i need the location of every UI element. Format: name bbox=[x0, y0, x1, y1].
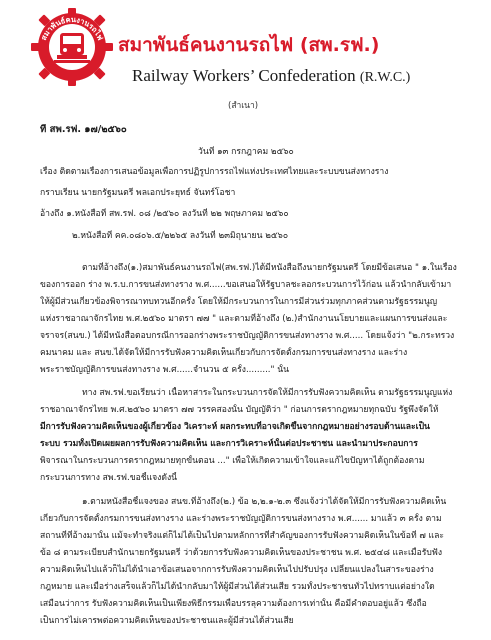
para3-line: เป็นการไม่เคารพต่อความคิดเห็นของประชาชนและผู้มีส่วนได้ส่วนเสีย bbox=[40, 616, 294, 626]
para3-line: เกี่ยวกับการจัดตั้งกรมการขนส่งทางราง และร่างพระราชบัญญัติการขนส่งทางราง พ.ศ...... มาแล้ว ๓ ครั้ง ตาม bbox=[40, 514, 442, 524]
ref-number: ที่ สพ.รฟ. ๑๗/๒๕๖๐ bbox=[40, 124, 127, 135]
reference-1: อ้างถึง ๑.หนังสือที่ สพ.รฟ. ๐๘ /๒๕๖๐ ลงวันที่ ๒๒ พฤษภาคม ๒๕๖๐ bbox=[40, 209, 289, 219]
org-name-en bbox=[132, 66, 410, 86]
para2-line: พิจารณาในกระบวนการตรากฎหมายทุกขั้นตอน ..." เพื่อให้เกิดความเข้าใจและแก้ไขปัญหาได้ถูกต้องตาม bbox=[40, 456, 425, 466]
svg-text:สมาพันธ์คนงานรถไฟ: สมาพันธ์คนงานรถไฟ bbox=[39, 14, 105, 42]
letter-date: วันที่ ๑๓ กรกฎาคม ๒๕๖๐ bbox=[198, 147, 294, 157]
para2-line: ราชอาณาจักรไทย พ.ศ.๒๕๖๐ มาตรา ๗๗ วรรคสองนั้น บัญญัติว่า " ก่อนการตรากฎหมายทุกฉบับ รัฐพึงจัดให้ bbox=[40, 405, 439, 415]
para1-line: คมนาคม และ สนข.ได้จัดให้มีการรับฟังความคิดเห็นเกี่ยวกับการจัดตั้งกรมการขนส่งทางราง และร่าง bbox=[40, 348, 408, 358]
para1-line: พระราชบัญญัติการขนส่งทางราง พ.ศ......จำนวน ๕ ครั้ง........." นั้น bbox=[40, 365, 289, 375]
salutation-line: กราบเรียน นายกรัฐมนตรี พลเอกประยุทธ์ จันทร์โอชา bbox=[40, 188, 236, 198]
para2-line: กระบวนการทาง สพ.รฟ.ขอชี้แจงดังนี้ bbox=[40, 473, 178, 483]
org-name-en-text: Railway Workers’ Confederation bbox=[132, 66, 356, 85]
para1-line: แห่งราชอาณาจักรไทย พ.ศ.๒๕๖๐ มาตรา ๗๗ " และตามที่อ้างถึง (๒.)สำนักงานนโยบายและแผนการขนส่งและ bbox=[40, 314, 448, 324]
org-abbrev-en: (R.W.C.) bbox=[359, 70, 411, 85]
para3-line: กฎหมาย และเมื่อร่างเสร็จแล้วก็ไม่ได้นำกลับมาให้ผู้มีส่วนได้ส่วนเสีย รวมทั้งประชาชนทั่วไปทราบแต่อย่างใด bbox=[40, 582, 435, 592]
para3-line: ๑.ตามหนังสือชี้แจงของ สนข.ที่อ้างถึง(๒.) ข้อ ๒,๒.๑-๒.๓ ซึ่งแจ้งว่าได้จัดให้มีการรับฟังความคิดเห็น bbox=[82, 497, 447, 507]
subject-line: เรื่อง ติดตามเรื่องการเสนอข้อมูลเพื่อการปฏิรูปการรถไฟแห่งประเทศไทยและระบบขนส่งทางราง bbox=[40, 167, 389, 177]
para3-line: สถานที่ที่อ้างมานั้น แม้จะทำจริงแต่ก็ไม่ได้เป็นไปตามหลักการที่สำคัญของการรับฟังความคิดเห็นในข้อที่ ๗ และ bbox=[40, 531, 444, 541]
para1-line: ตามที่อ้างถึง(๑.)สมาพันธ์คนงานรถไฟ(สพ.รฟ.)ได้มีหนังสือถึงนายกรัฐมนตรี โดยมีข้อเสนอ " ๑.ในเรื่อง bbox=[82, 263, 457, 273]
para1-line: ให้ผู้มีส่วนเกี่ยวข้องพิจารณาทบทวนอีกครั้ง โดยให้มีกระบวนการในการมีส่วนร่วมทุกภาคส่วนตามรัฐธรรมนูญ bbox=[40, 297, 438, 307]
copy-tag: (สำเนา) bbox=[228, 101, 259, 111]
para3-line: ข้อ ๘ ตามระเบียบสำนักนายกรัฐมนตรี ว่าด้วยการรับฟังความคิดเห็นของประชาชน พ.ศ. ๒๕๔๘ และเมื่อรับฟัง bbox=[40, 548, 443, 558]
reference-2: ๒.หนังสือที่ คค.๐๘๐๖.๕/๒๒๖๕ ลงวันที่ ๒๓มิถุนายน ๒๕๖๐ bbox=[72, 231, 289, 241]
para3-line: ความคิดเห็นไปแล้วก็ไม่ได้นำเอาข้อเสนอจากการรับฟังความคิดเห็นไปปรับปรุง เปลี่ยนแปลงในสาระของร่าง bbox=[40, 565, 434, 575]
para2-line: ทาง สพ.รฟ.ขอเรียนว่า เนื้อหาสาระในกระบวนการจัดให้มีการรับฟังความคิดเห็น ตามรัฐธรรมนูญแห่ง bbox=[82, 388, 453, 398]
para3-line: เสมือนว่าการ รับฟังความคิดเห็นเป็นเพียงพิธีกรรมเพื่อบรรลุความต้องการเท่านั้น คือมีคำตอบอยู่แล้ว ซึ่งถือ bbox=[40, 599, 427, 609]
org-name-th: สมาพันธ์คนงานรถไฟ (สพ.รฟ.) bbox=[118, 34, 380, 56]
para1-line: ของการออก ร่าง พ.ร.บ.การขนส่งทางราง พ.ศ......ขอเสนอให้รัฐบาลชะลอกระบวนการไว้ก่อน แล้วนำกลับเข้ามา bbox=[40, 280, 452, 290]
para2-line: มีการรับฟังความคิดเห็นของผู้เกี่ยวข้อง วิเคราะห์ ผลกระทบที่อาจเกิดขึ้นจากกฎหมายอย่างรอบด้านและเป็น bbox=[40, 422, 430, 432]
para1-line: จราจร(สนข.) ได้มีหนังสือตอบกรณีการออกร่างพระราชบัญญัติการขนส่งทางราง พ.ศ..... โดยแจ้งว่า "๒.กระทรวง bbox=[40, 331, 455, 341]
rwc-logo bbox=[30, 6, 114, 88]
para2-line: ระบบ รวมทั้งเปิดเผยผลการรับฟังความคิดเห็น และการวิเคราะห์นั้นต่อประชาชน และนำมาประกอบการ bbox=[40, 439, 418, 449]
